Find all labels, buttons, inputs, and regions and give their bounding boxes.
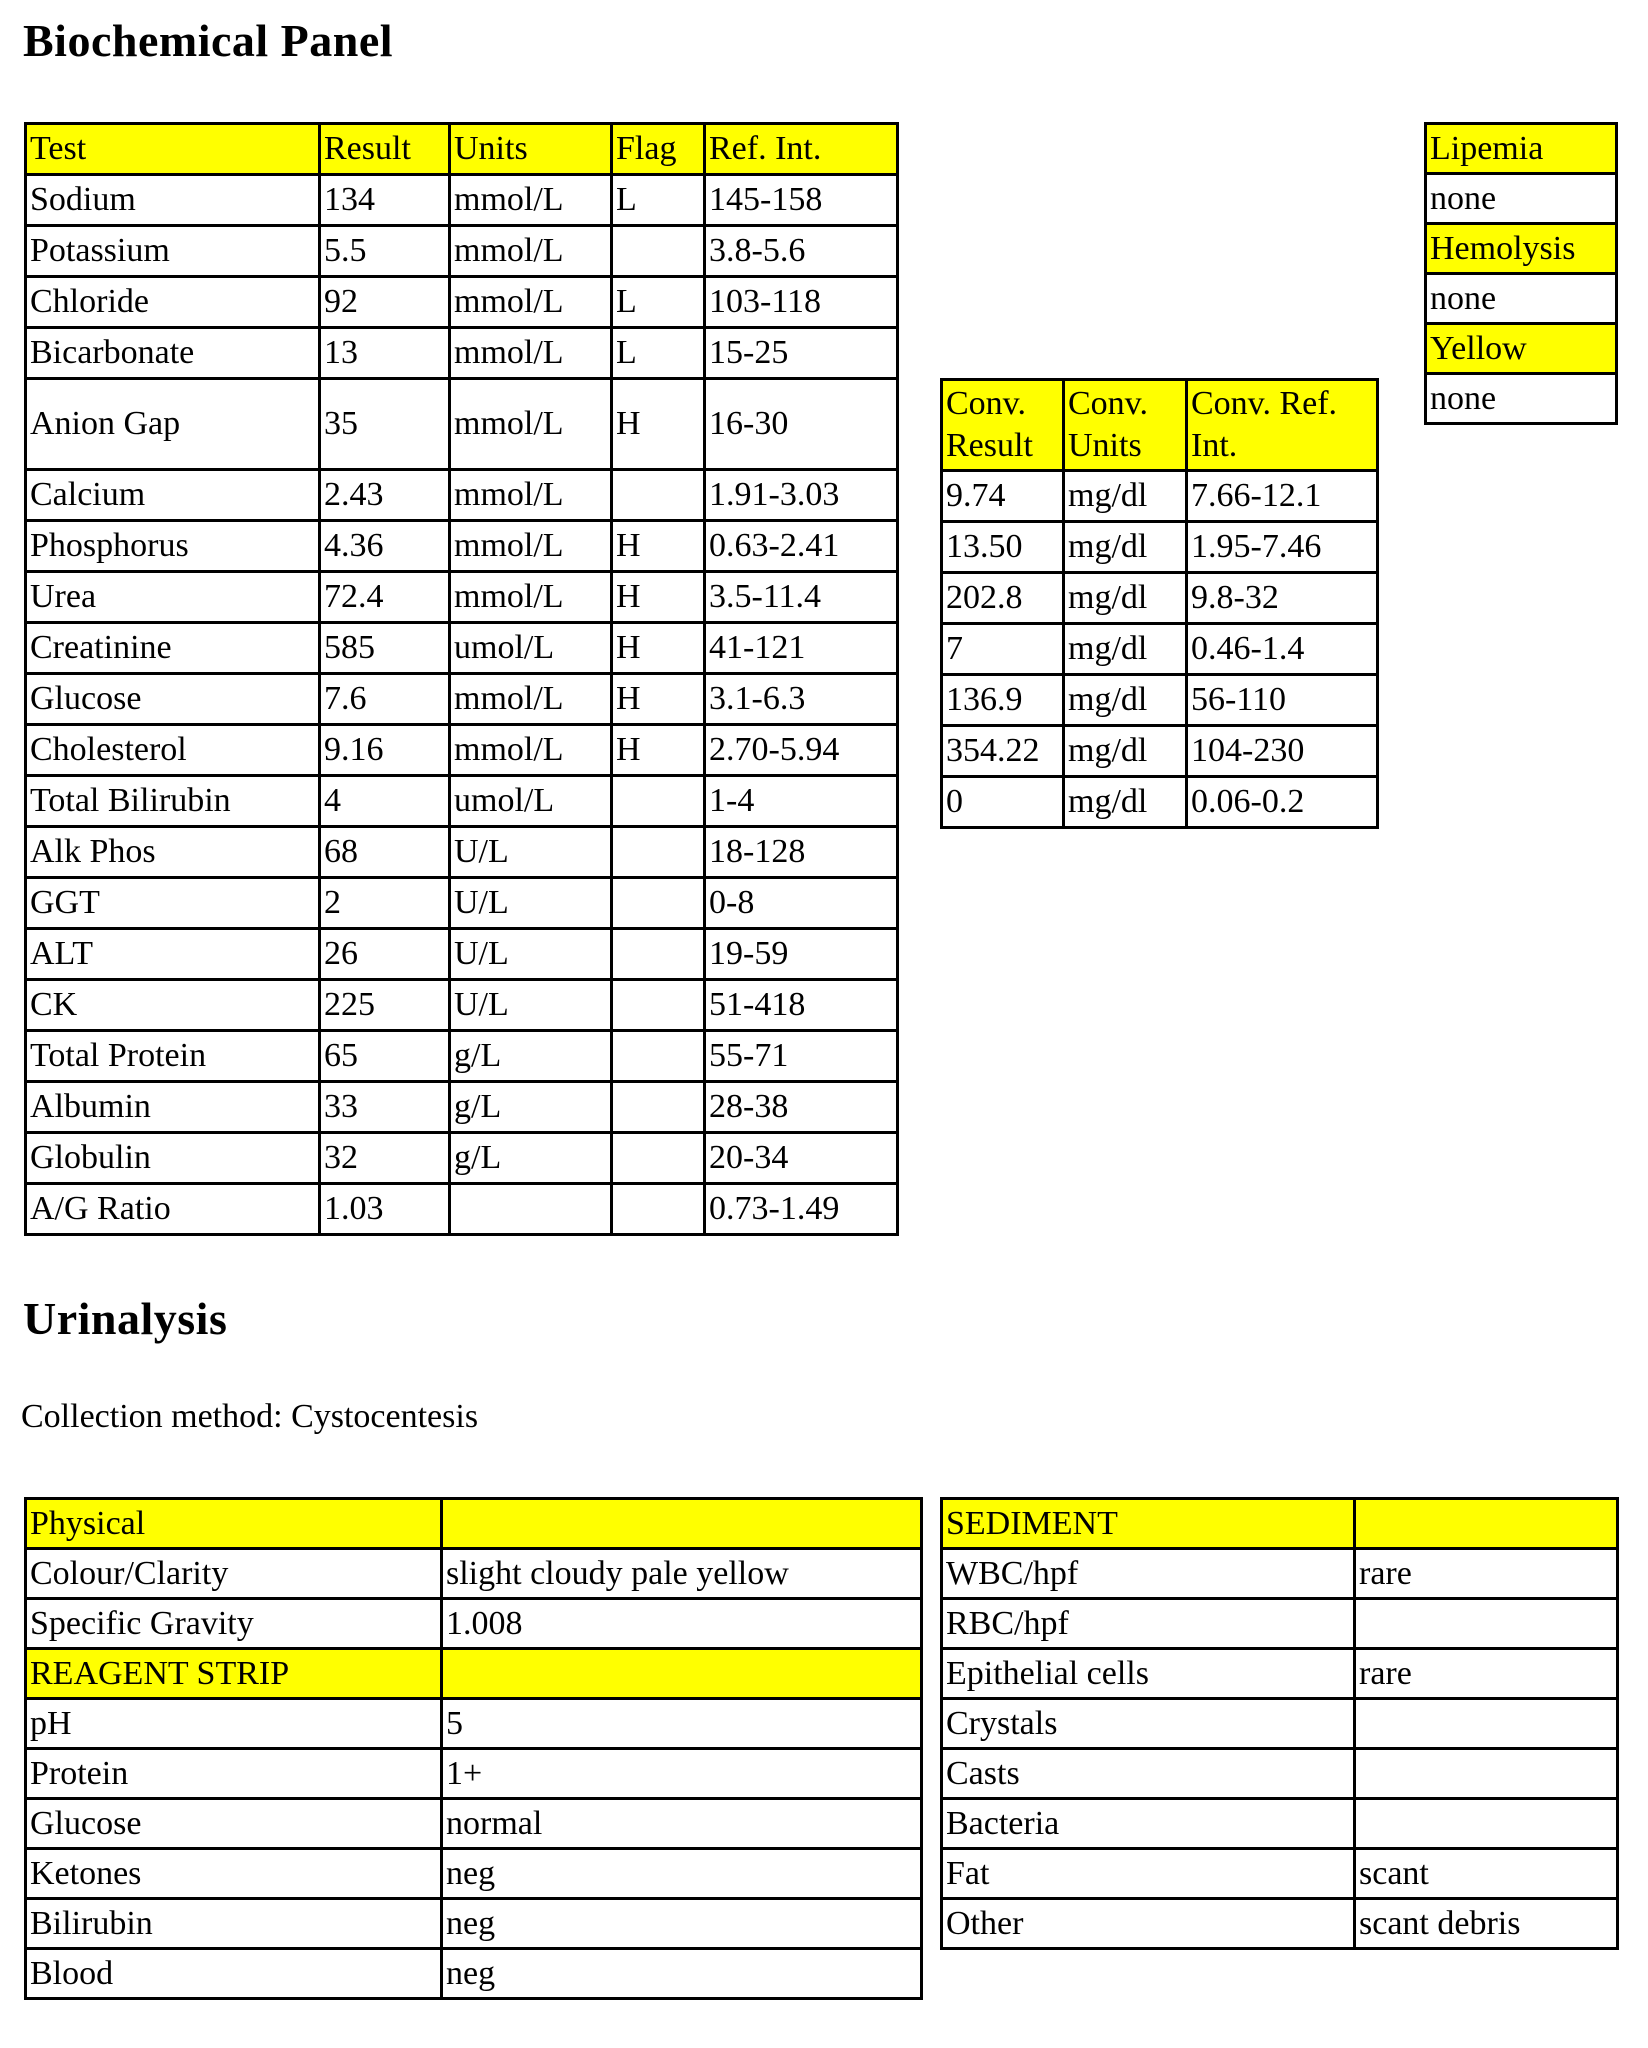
- value-cell: slight cloudy pale yellow: [442, 1549, 922, 1599]
- value-cell: scant debris: [1355, 1899, 1618, 1949]
- parameter-cell: pH: [26, 1699, 442, 1749]
- result-cell: 13: [320, 328, 450, 379]
- flag-cell: L: [612, 328, 705, 379]
- units-cell: U/L: [450, 980, 612, 1031]
- table-row: [26, 1749, 922, 1799]
- result-cell: 35: [320, 379, 450, 470]
- conv-units-cell: mg/dl: [1064, 573, 1187, 624]
- table-row: [26, 623, 898, 674]
- table-row: [26, 725, 898, 776]
- conv-ref-interval-cell: 0.46-1.4: [1187, 624, 1378, 675]
- units-cell: mmol/L: [450, 277, 612, 328]
- units-cell: mmol/L: [450, 725, 612, 776]
- index-value-row: [1426, 374, 1617, 424]
- parameter-cell: Other: [942, 1899, 1355, 1949]
- table-header-row: [26, 124, 898, 175]
- table-row: [26, 226, 898, 277]
- result-cell: 92: [320, 277, 450, 328]
- ref-interval-cell: 1.91-3.03: [705, 470, 898, 521]
- ref-interval-cell: 16-30: [705, 379, 898, 470]
- flag-cell: [612, 776, 705, 827]
- test-name-cell: Bicarbonate: [26, 328, 320, 379]
- table-row: [942, 1699, 1618, 1749]
- section-header-row: [942, 1499, 1618, 1549]
- test-name-cell: ALT: [26, 929, 320, 980]
- section-header-row: [26, 1499, 922, 1549]
- flag-cell: [612, 1082, 705, 1133]
- ref-interval-cell: 51-418: [705, 980, 898, 1031]
- units-cell: g/L: [450, 1082, 612, 1133]
- header-units-cell: Units: [450, 124, 612, 175]
- ref-interval-cell: 3.5-11.4: [705, 572, 898, 623]
- ref-interval-cell: 19-59: [705, 929, 898, 980]
- flag-cell: [612, 1031, 705, 1082]
- header-ref-interval-cell: Ref. Int.: [705, 124, 898, 175]
- units-cell: umol/L: [450, 623, 612, 674]
- section-header-blank: [442, 1649, 922, 1699]
- header-conv-units-cell: Conv. Units: [1064, 380, 1187, 471]
- conv-units-cell: mg/dl: [1064, 522, 1187, 573]
- parameter-cell: Fat: [942, 1849, 1355, 1899]
- units-cell: [450, 1184, 612, 1235]
- table-row: [26, 1549, 922, 1599]
- units-cell: mmol/L: [450, 470, 612, 521]
- table-row: [942, 726, 1378, 777]
- units-cell: U/L: [450, 827, 612, 878]
- value-cell: normal: [442, 1799, 922, 1849]
- header-test-name-cell: Test: [26, 124, 320, 175]
- index-label: Lipemia: [1426, 124, 1617, 174]
- test-name-cell: Sodium: [26, 175, 320, 226]
- table-row: [26, 827, 898, 878]
- header-conv-result-cell: Conv. Result: [942, 380, 1064, 471]
- value-cell: rare: [1355, 1549, 1618, 1599]
- header-result-cell: Result: [320, 124, 450, 175]
- index-label: Yellow: [1426, 324, 1617, 374]
- header-conv-ref-interval-cell: Conv. Ref. Int.: [1187, 380, 1378, 471]
- parameter-cell: Bacteria: [942, 1799, 1355, 1849]
- value-cell: neg: [442, 1949, 922, 1999]
- test-name-cell: Phosphorus: [26, 521, 320, 572]
- test-name-cell: Glucose: [26, 674, 320, 725]
- result-cell: 32: [320, 1133, 450, 1184]
- table-row: [26, 1599, 922, 1649]
- test-name-cell: Creatinine: [26, 623, 320, 674]
- index-label-row: [1426, 324, 1617, 374]
- test-name-cell: Potassium: [26, 226, 320, 277]
- flag-cell: H: [612, 379, 705, 470]
- ref-interval-cell: 18-128: [705, 827, 898, 878]
- table-row: [26, 776, 898, 827]
- result-cell: 4.36: [320, 521, 450, 572]
- conv-ref-interval-cell: 56-110: [1187, 675, 1378, 726]
- value-cell: 1.008: [442, 1599, 922, 1649]
- section-header-label: REAGENT STRIP: [26, 1649, 442, 1699]
- result-cell: 134: [320, 175, 450, 226]
- parameter-cell: Bilirubin: [26, 1899, 442, 1949]
- biochemical-table: [24, 122, 899, 1236]
- table-row: [942, 1549, 1618, 1599]
- value-cell: rare: [1355, 1649, 1618, 1699]
- section-header-label: Physical: [26, 1499, 442, 1549]
- table-row: [26, 572, 898, 623]
- units-cell: mmol/L: [450, 521, 612, 572]
- units-cell: mmol/L: [450, 175, 612, 226]
- parameter-cell: Epithelial cells: [942, 1649, 1355, 1699]
- flag-cell: [612, 1133, 705, 1184]
- result-cell: 26: [320, 929, 450, 980]
- ref-interval-cell: 3.1-6.3: [705, 674, 898, 725]
- units-cell: U/L: [450, 878, 612, 929]
- value-cell: [1355, 1799, 1618, 1849]
- test-name-cell: GGT: [26, 878, 320, 929]
- conv-ref-interval-cell: 7.66-12.1: [1187, 471, 1378, 522]
- conv-result-cell: 7: [942, 624, 1064, 675]
- conv-ref-interval-cell: 104-230: [1187, 726, 1378, 777]
- table-row: [26, 674, 898, 725]
- result-cell: 2: [320, 878, 450, 929]
- section-header-row: [26, 1649, 922, 1699]
- flag-cell: H: [612, 725, 705, 776]
- value-cell: scant: [1355, 1849, 1618, 1899]
- ref-interval-cell: 20-34: [705, 1133, 898, 1184]
- section-header-blank: [1355, 1499, 1618, 1549]
- result-cell: 7.6: [320, 674, 450, 725]
- value-cell: [1355, 1599, 1618, 1649]
- parameter-cell: Colour/Clarity: [26, 1549, 442, 1599]
- index-label-row: [1426, 224, 1617, 274]
- table-row: [26, 379, 898, 470]
- ref-interval-cell: 103-118: [705, 277, 898, 328]
- conv-units-cell: mg/dl: [1064, 726, 1187, 777]
- flag-cell: [612, 878, 705, 929]
- table-row: [26, 1799, 922, 1849]
- flag-cell: H: [612, 623, 705, 674]
- parameter-cell: Specific Gravity: [26, 1599, 442, 1649]
- flag-cell: [612, 1184, 705, 1235]
- flag-cell: [612, 470, 705, 521]
- test-name-cell: Alk Phos: [26, 827, 320, 878]
- table-row: [26, 470, 898, 521]
- header-flag-cell: Flag: [612, 124, 705, 175]
- sediment-table: [940, 1497, 1619, 1950]
- collection-method: Collection method: Cystocentesis: [21, 1398, 479, 1435]
- test-name-cell: Globulin: [26, 1133, 320, 1184]
- value-cell: [1355, 1699, 1618, 1749]
- result-cell: 33: [320, 1082, 450, 1133]
- table-row: [942, 471, 1378, 522]
- table-row: [26, 980, 898, 1031]
- serum-indices-table: [1424, 122, 1618, 425]
- ref-interval-cell: 28-38: [705, 1082, 898, 1133]
- conv-result-cell: 13.50: [942, 522, 1064, 573]
- biochemical-panel-heading: Biochemical Panel: [23, 15, 394, 66]
- table-row: [942, 1649, 1618, 1699]
- section-header-label: SEDIMENT: [942, 1499, 1355, 1549]
- result-cell: 68: [320, 827, 450, 878]
- ref-interval-cell: 145-158: [705, 175, 898, 226]
- table-row: [26, 328, 898, 379]
- ref-interval-cell: 0-8: [705, 878, 898, 929]
- table-row: [942, 1799, 1618, 1849]
- table-row: [26, 1133, 898, 1184]
- table-row: [26, 878, 898, 929]
- value-cell: [1355, 1749, 1618, 1799]
- conv-result-cell: 354.22: [942, 726, 1064, 777]
- flag-cell: L: [612, 277, 705, 328]
- index-value: none: [1426, 274, 1617, 324]
- table-row: [26, 1699, 922, 1749]
- ref-interval-cell: 0.73-1.49: [705, 1184, 898, 1235]
- test-name-cell: Total Protein: [26, 1031, 320, 1082]
- ref-interval-cell: 0.63-2.41: [705, 521, 898, 572]
- test-name-cell: CK: [26, 980, 320, 1031]
- ref-interval-cell: 15-25: [705, 328, 898, 379]
- result-cell: 2.43: [320, 470, 450, 521]
- table-header-row: [942, 380, 1378, 471]
- ref-interval-cell: 1-4: [705, 776, 898, 827]
- test-name-cell: Albumin: [26, 1082, 320, 1133]
- table-row: [942, 522, 1378, 573]
- physical-reagent-table: [24, 1497, 923, 2000]
- table-row: [942, 1599, 1618, 1649]
- index-label-row: [1426, 124, 1617, 174]
- table-row: [26, 1031, 898, 1082]
- flag-cell: [612, 226, 705, 277]
- parameter-cell: Crystals: [942, 1699, 1355, 1749]
- flag-cell: [612, 929, 705, 980]
- value-cell: 1+: [442, 1749, 922, 1799]
- parameter-cell: Protein: [26, 1749, 442, 1799]
- flag-cell: H: [612, 521, 705, 572]
- conv-ref-interval-cell: 1.95-7.46: [1187, 522, 1378, 573]
- parameter-cell: Glucose: [26, 1799, 442, 1849]
- parameter-cell: RBC/hpf: [942, 1599, 1355, 1649]
- index-value-row: [1426, 174, 1617, 224]
- test-name-cell: A/G Ratio: [26, 1184, 320, 1235]
- table-row: [26, 521, 898, 572]
- table-row: [26, 1184, 898, 1235]
- flag-cell: [612, 827, 705, 878]
- ref-interval-cell: 3.8-5.6: [705, 226, 898, 277]
- units-cell: g/L: [450, 1031, 612, 1082]
- index-value: none: [1426, 374, 1617, 424]
- test-name-cell: Anion Gap: [26, 379, 320, 470]
- parameter-cell: Ketones: [26, 1849, 442, 1899]
- urinalysis-heading: Urinalysis: [23, 1293, 228, 1344]
- parameter-cell: WBC/hpf: [942, 1549, 1355, 1599]
- table-row: [26, 929, 898, 980]
- flag-cell: H: [612, 674, 705, 725]
- table-row: [26, 1949, 922, 1999]
- units-cell: g/L: [450, 1133, 612, 1184]
- table-row: [942, 1749, 1618, 1799]
- table-row: [26, 175, 898, 226]
- units-cell: mmol/L: [450, 572, 612, 623]
- result-cell: 585: [320, 623, 450, 674]
- value-cell: neg: [442, 1849, 922, 1899]
- value-cell: neg: [442, 1899, 922, 1949]
- ref-interval-cell: 55-71: [705, 1031, 898, 1082]
- conv-units-cell: mg/dl: [1064, 675, 1187, 726]
- table-row: [26, 277, 898, 328]
- result-cell: 5.5: [320, 226, 450, 277]
- result-cell: 225: [320, 980, 450, 1031]
- section-header-blank: [442, 1499, 922, 1549]
- table-row: [26, 1899, 922, 1949]
- parameter-cell: Blood: [26, 1949, 442, 1999]
- units-cell: U/L: [450, 929, 612, 980]
- index-label: Hemolysis: [1426, 224, 1617, 274]
- units-cell: mmol/L: [450, 674, 612, 725]
- ref-interval-cell: 2.70-5.94: [705, 725, 898, 776]
- conversion-table: [940, 378, 1379, 829]
- test-name-cell: Cholesterol: [26, 725, 320, 776]
- units-cell: mmol/L: [450, 226, 612, 277]
- table-row: [26, 1849, 922, 1899]
- flag-cell: H: [612, 572, 705, 623]
- conv-result-cell: 136.9: [942, 675, 1064, 726]
- conv-units-cell: mg/dl: [1064, 624, 1187, 675]
- conv-ref-interval-cell: 9.8-32: [1187, 573, 1378, 624]
- value-cell: 5: [442, 1699, 922, 1749]
- test-name-cell: Urea: [26, 572, 320, 623]
- parameter-cell: Casts: [942, 1749, 1355, 1799]
- table-row: [942, 1899, 1618, 1949]
- table-row: [26, 1082, 898, 1133]
- index-value-row: [1426, 274, 1617, 324]
- test-name-cell: Total Bilirubin: [26, 776, 320, 827]
- table-row: [942, 777, 1378, 828]
- conv-result-cell: 0: [942, 777, 1064, 828]
- table-row: [942, 675, 1378, 726]
- result-cell: 4: [320, 776, 450, 827]
- flag-cell: [612, 980, 705, 1031]
- result-cell: 1.03: [320, 1184, 450, 1235]
- conv-units-cell: mg/dl: [1064, 471, 1187, 522]
- conv-result-cell: 202.8: [942, 573, 1064, 624]
- result-cell: 65: [320, 1031, 450, 1082]
- result-cell: 72.4: [320, 572, 450, 623]
- table-row: [942, 624, 1378, 675]
- units-cell: umol/L: [450, 776, 612, 827]
- conv-result-cell: 9.74: [942, 471, 1064, 522]
- index-value: none: [1426, 174, 1617, 224]
- units-cell: mmol/L: [450, 379, 612, 470]
- result-cell: 9.16: [320, 725, 450, 776]
- table-row: [942, 1849, 1618, 1899]
- table-row: [942, 573, 1378, 624]
- units-cell: mmol/L: [450, 328, 612, 379]
- test-name-cell: Calcium: [26, 470, 320, 521]
- conv-ref-interval-cell: 0.06-0.2: [1187, 777, 1378, 828]
- conv-units-cell: mg/dl: [1064, 777, 1187, 828]
- test-name-cell: Chloride: [26, 277, 320, 328]
- flag-cell: L: [612, 175, 705, 226]
- ref-interval-cell: 41-121: [705, 623, 898, 674]
